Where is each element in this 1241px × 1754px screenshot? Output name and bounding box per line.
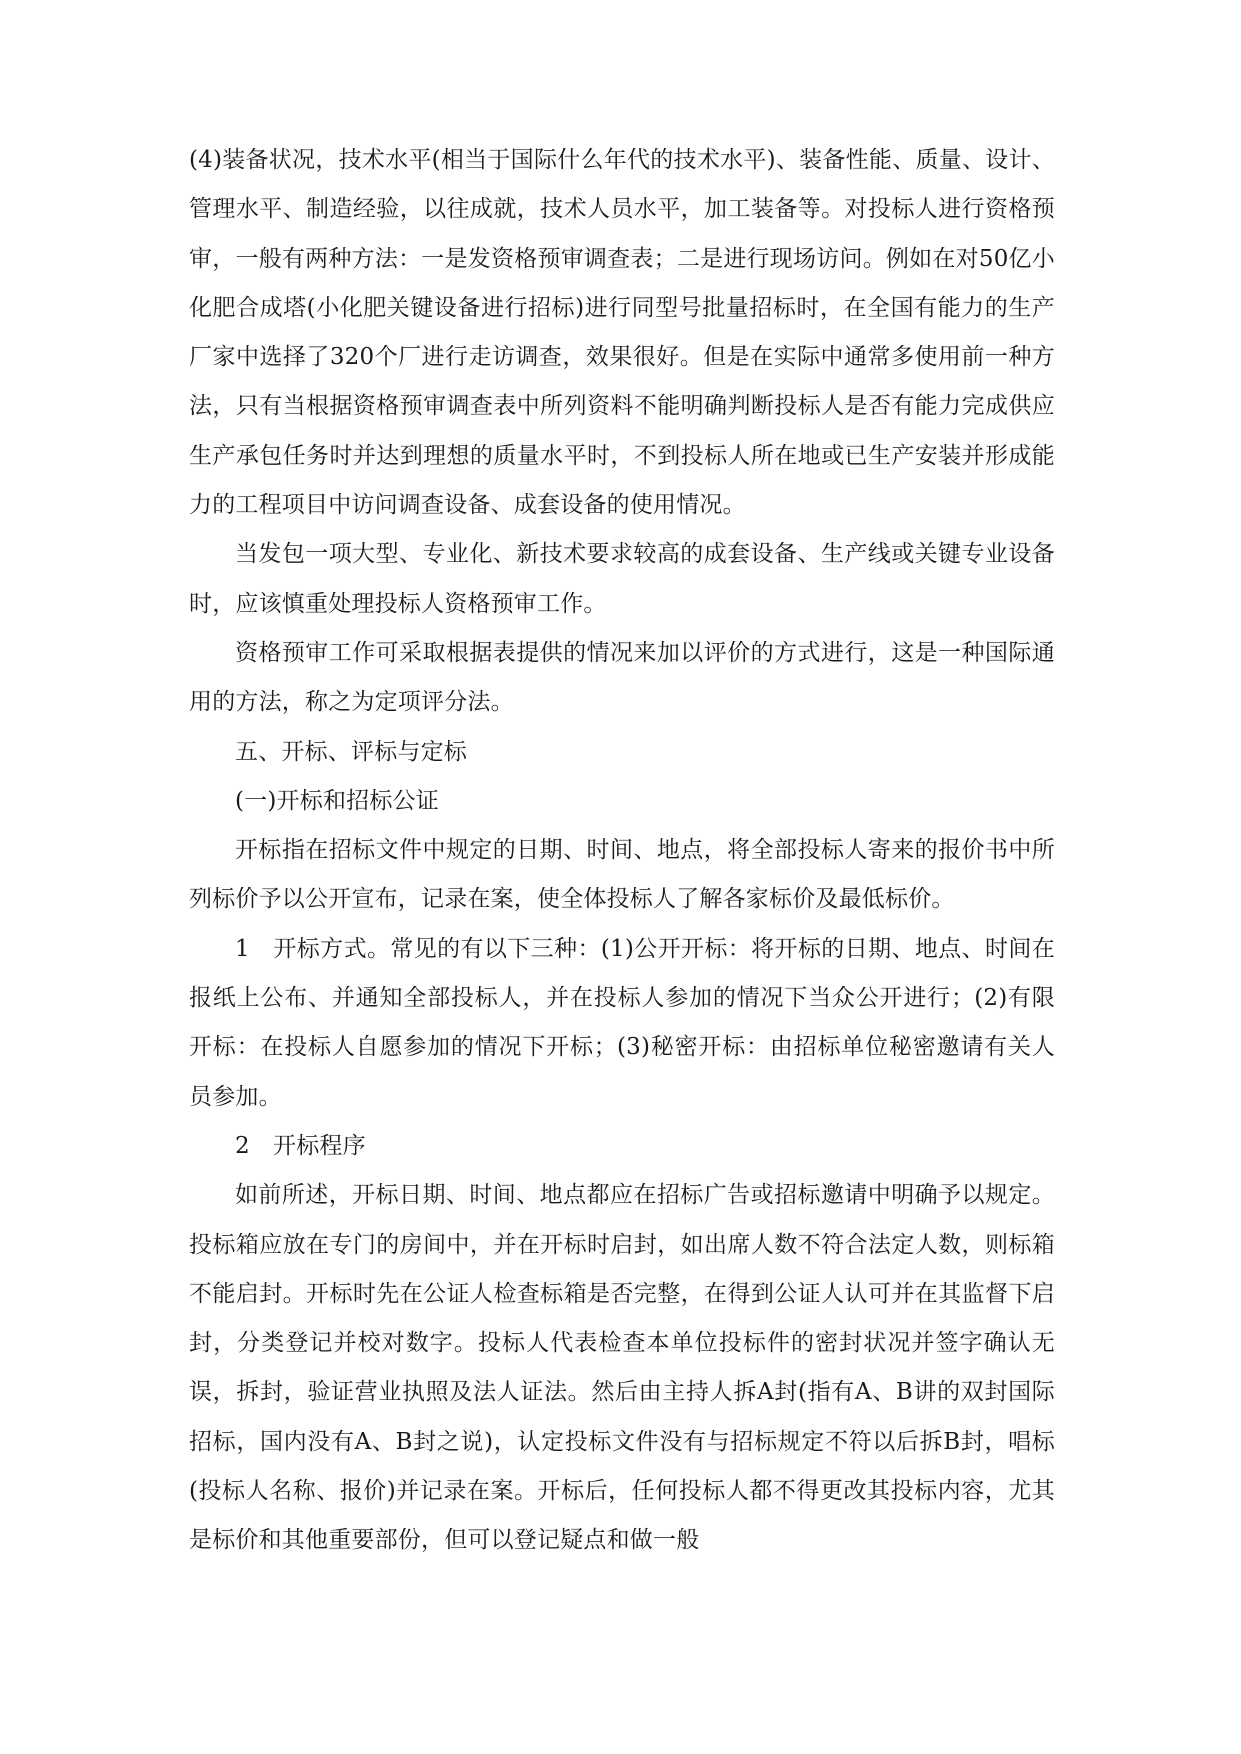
paragraph-prequalification-care: 当发包一项大型、专业化、新技术要求较高的成套设备、生产线或关键专业设备时，应该慎重处理投标人资格预审工作。 <box>189 541 1055 617</box>
paragraph-opening-methods: 1 开标方式。常见的有以下三种：(1)公开开标：将开标的日期、地点、时间在报纸上公布、并通知全部投标人，并在投标人参加的情况下当众公开进行；(2)有限开标：在投标人自愿参加的情况下开标；(3)秘密开标：由招标单位秘密邀请有关人员参加。 <box>189 935 1055 1110</box>
document-body <box>189 136 1055 1566</box>
section-heading-opening-evaluation: 五、开标、评标与定标 <box>235 738 467 765</box>
subsection-heading-opening-notary: (一)开标和招标公证 <box>235 787 439 814</box>
paragraph-equipment-status: (4)装备状况，技术水平(相当于国际什么年代的技术水平)、装备性能、质量、设计、管理水平、制造经验，以往成就，技术人员水平，加工装备等。对投标人进行资格预审，一般有两种方法：一是发资格预审调查表；二是进行现场访问。例如在对50亿小化肥合成塔(小化肥关键设备进行招标)进行同型号批量招标时，在全国有能力的生产厂家中选择了320个厂进行走访调查，效果很好。但是在实际中通常多使用前一种方法，只有当根据资格预审调查表中所列资料不能明确判断投标人是否有能力完成供应生产承包任务时并达到理想的质量水平时，不到投标人所在地或已生产安装并形成能力的工程项目中访问调查设备、成套设备的使用情况。 <box>189 147 1055 519</box>
paragraph-scoring-method: 资格预审工作可采取根据表提供的情况来加以评价的方式进行，这是一种国际通用的方法，称之为定项评分法。 <box>189 639 1055 716</box>
paragraph-opening-procedure: 如前所述，开标日期、时间、地点都应在招标广告或招标邀请中明确予以规定。投标箱应放在专门的房间中，并在开标时启封，如出席人数不符合法定人数，则标箱不能启封。开标时先在公证人检查标箱是否完整，在得到公证人认可并在其监督下启封，分类登记并校对数字。投标人代表检查本单位投标件的密封状况并签字确认无误，拆封，验证营业执照及法人证法。然后由主持人拆A封(指有A、B讲的双封国际招标，国内没有A、B封之说)，认定投标文件没有与招标规定不符以后拆B封，唱标(投标人名称、报价)并记录在案。开标后，任何投标人都不得更改其投标内容，尤其是标价和其他重要部份，但可以登记疑点和做一般 <box>189 1182 1055 1554</box>
paragraph-opening-definition: 开标指在招标文件中规定的日期、时间、地点，将全部投标人寄来的报价书中所列标价予以公开宣布，记录在案，使全体投标人了解各家标价及最低标价。 <box>189 837 1055 913</box>
heading-opening-procedure: 2 开标程序 <box>235 1132 366 1159</box>
